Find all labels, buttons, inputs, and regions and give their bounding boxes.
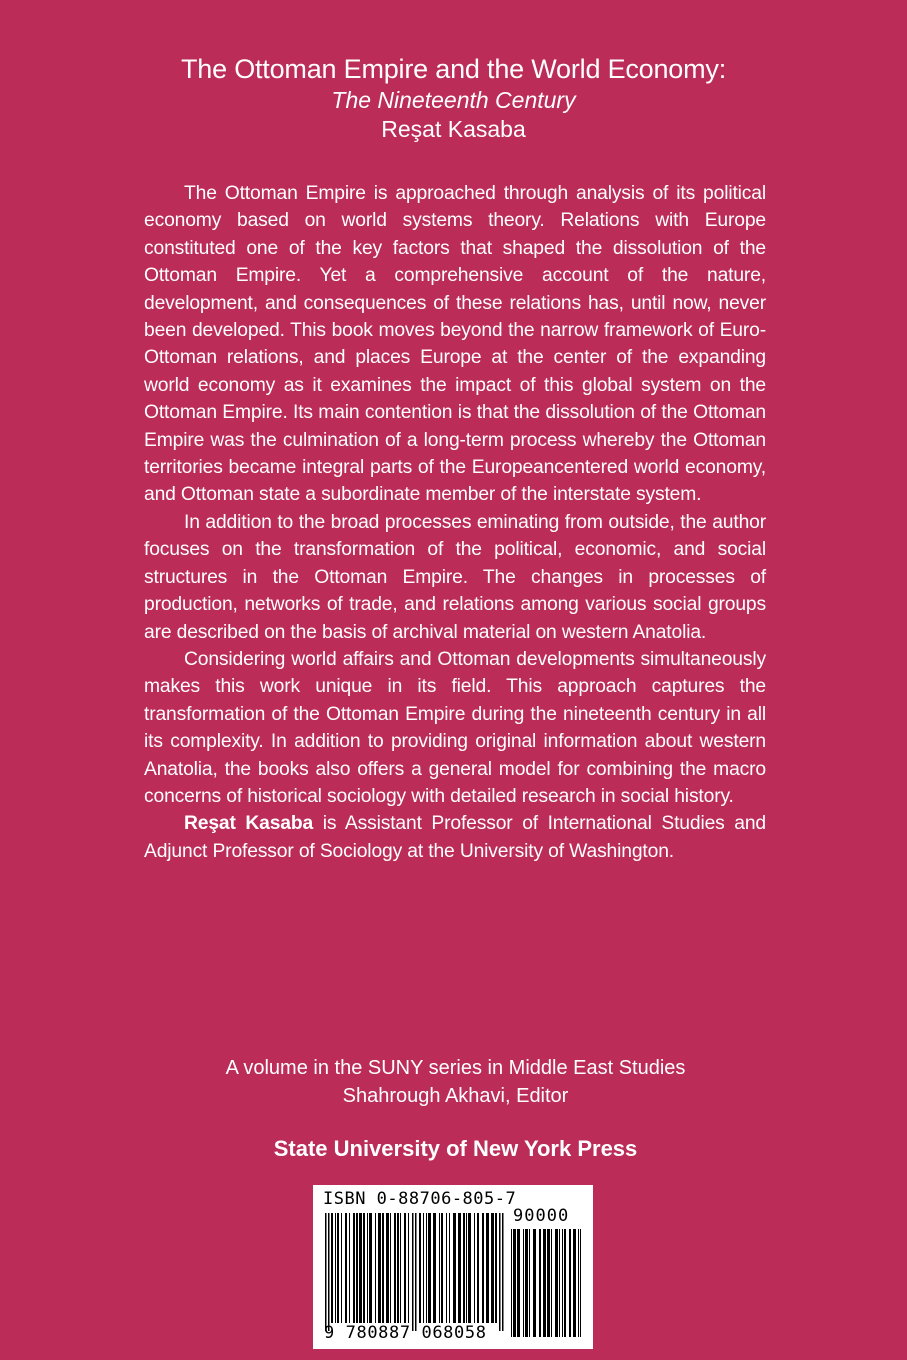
author-bio-text: is Assistant Professor of International Studies and Adjunct Professor of Sociology at the University of Washington. <box>144 813 766 862</box>
title-block <box>0 52 907 144</box>
ean-digits: 9 780887 068058 <box>324 1323 487 1343</box>
description <box>144 180 766 865</box>
book-subtitle: The Nineteenth Century <box>331 87 576 113</box>
author-bio-name: Reşat Kasaba <box>184 813 314 835</box>
description-paragraph-2: In addition to the broad processes eminating from outside, the author focuses on the transformation of the political, economic, and social structures in the Ottoman Empire. The changes in processes of production, networks of trade, and relations among various social groups are described on the basis of archival material on western Anatolia. <box>144 511 766 643</box>
description-paragraph-3: Considering world affairs and Ottoman developments simultaneously makes this work unique in its field. This approach captures the transformation of the Ottoman Empire during the nineteenth century in all its complexity. In addition to providing original information about western Anatolia, the books also offers a general model for combining the macro concerns of historical sociology with detailed research in social history. <box>144 648 766 807</box>
barcode-box <box>313 1185 593 1349</box>
isbn-text: ISBN 0-88706-805-7 <box>323 1189 517 1209</box>
description-paragraph-1: The Ottoman Empire is approached through analysis of its political economy based on world systems theory. Relations with Europe constituted one of the key factors that shaped the dissolution of the Ottoman Empire. Yet a comprehensive account of the nature, development, and consequences of these relations has, until now, never been developed. This book moves beyond the narrow framework of Euro-Ottoman relations, and places Europe at the center of the expanding world economy as it examines the impact of this global system on the Ottoman Empire. Its main contention is that the dissolution of the Ottoman Empire was the culmination of a long-term process whereby the Ottoman territories became integral parts of the Europeancentered world economy, and Ottoman state a subordinate member of the interstate system. <box>144 183 766 506</box>
publisher-name: State University of New York Press <box>273 1136 638 1161</box>
series-info <box>0 1054 907 1110</box>
series-line: A volume in the SUNY series in Middle East Studies <box>225 1057 686 1079</box>
book-author: Reşat Kasaba <box>381 116 526 142</box>
series-editor: Shahrough Akhavi, Editor <box>342 1085 569 1107</box>
author-bio <box>144 810 766 865</box>
price-code: 90000 <box>513 1206 570 1226</box>
book-title: The Ottoman Empire and the World Economy: <box>180 54 727 84</box>
